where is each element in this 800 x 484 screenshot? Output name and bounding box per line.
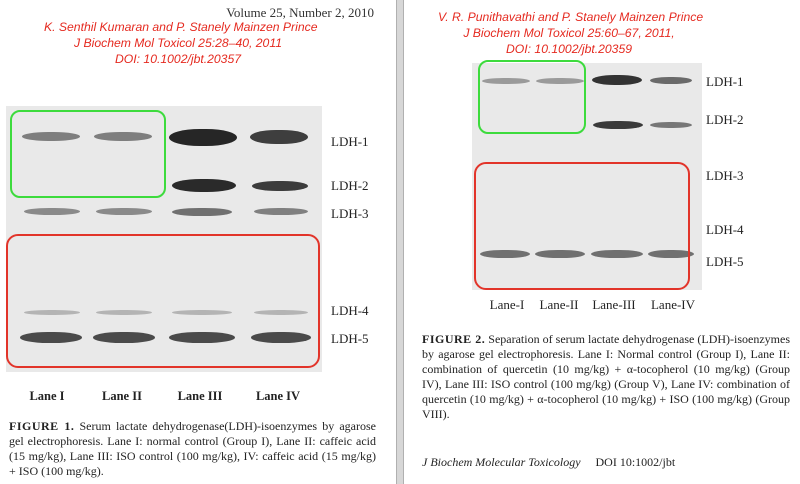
lane-label-3: Lane III [177,389,223,403]
footer-doi: DOI 10:1002/jbt [595,455,676,469]
band-label-ldh-4: LDH-4 [331,303,369,318]
lane-label-4: Lane IV [255,389,301,403]
right-citation-authors: V. R. Punithavathi and P. Stanely Mainzen Prince [438,10,704,24]
gel-band [592,75,642,85]
lane-label-3: Lane-III [592,297,636,312]
right-article-panel [404,0,800,484]
panel-divider [396,0,404,484]
gel-band [650,77,692,84]
lane-label-1: Lane-I [489,297,525,312]
gel-band [24,208,80,215]
figure-1-text: Serum lactate dehydrogenase(LDH)-isoenzymes by agarose gel electrophoresis. Lane I: normal control (Group I), Lane II: caffeic acid (15 mg/kg), Lane III: ISO control (100 mg/kg), IV: caffeic acid (15 mg/kg) + ISO (100 mg/kg). [9,419,376,478]
left-citation-authors: K. Senthil Kumaran and P. Stanely Mainzen Prince [44,20,318,34]
band-label-ldh-5: LDH-5 [706,254,744,269]
band-label-ldh-1: LDH-1 [331,134,369,149]
journal-footer [422,455,675,470]
band-label-ldh-4: LDH-4 [706,222,744,237]
lane-label-4: Lane-IV [650,297,696,312]
band-label-ldh-3: LDH-3 [331,206,369,221]
figure-1-caption [9,419,376,479]
gel-band [96,208,152,215]
gel-band [172,208,232,216]
green-highlight-box [478,60,586,134]
lane-label-1: Lane I [29,389,65,403]
left-article-panel [0,0,396,484]
footer-journal-name: J Biochem Molecular Toxicology [422,455,581,469]
band-label-ldh-2: LDH-2 [331,178,369,193]
volume-number: Volume 25, Number 2, 2010 [226,5,374,20]
left-citation-journal: J Biochem Mol Toxicol 25:28–40, 2011 [74,36,282,50]
green-highlight-box [10,110,166,198]
band-label-ldh-1: LDH-1 [706,74,744,89]
left-citation-doi: DOI: 10.1002/jbt.20357 [114,52,242,66]
lane-label-2: Lane-II [539,297,579,312]
gel-band [593,121,643,129]
gel-band [172,179,236,192]
band-label-ldh-5: LDH-5 [331,331,369,346]
left-citation-annotation [44,19,318,67]
right-citation-annotation [438,9,704,57]
gel-band [254,208,308,215]
gel-band [650,122,692,128]
red-highlight-box [474,162,690,290]
figure-2-caption [422,332,790,422]
figure-1-label: FIGURE 1. [9,419,75,433]
gel-band [252,181,308,191]
red-highlight-box [6,234,320,368]
right-citation-journal: J Biochem Mol Toxicol 25:60–67, 2011, [463,26,675,40]
figure-2-label: FIGURE 2. [422,332,486,346]
band-label-ldh-3: LDH-3 [706,168,744,183]
band-label-ldh-2: LDH-2 [706,112,744,127]
figure-2-text: Separation of serum lactate dehydrogenase (LDH)-isoenzymes by agarose gel electrophoresis. Lane I: Normal control (Group I), Lane II: combination of quercetin (10 mg/kg) + α-tocopherol (10 mg/kg) (Group IV), Lane III: ISO control (100 mg/kg) (Group V), Lane IV: combination of quercetin (10 mg/kg) + α-tocopherol (10 mg/kg) + ISO (100 mg/kg) (Group VIII). [422,332,791,421]
lane-label-2: Lane II [102,389,142,403]
gel-band [169,129,237,146]
gel-band [250,130,308,144]
right-citation-doi: DOI: 10.1002/jbt.20359 [505,42,633,56]
